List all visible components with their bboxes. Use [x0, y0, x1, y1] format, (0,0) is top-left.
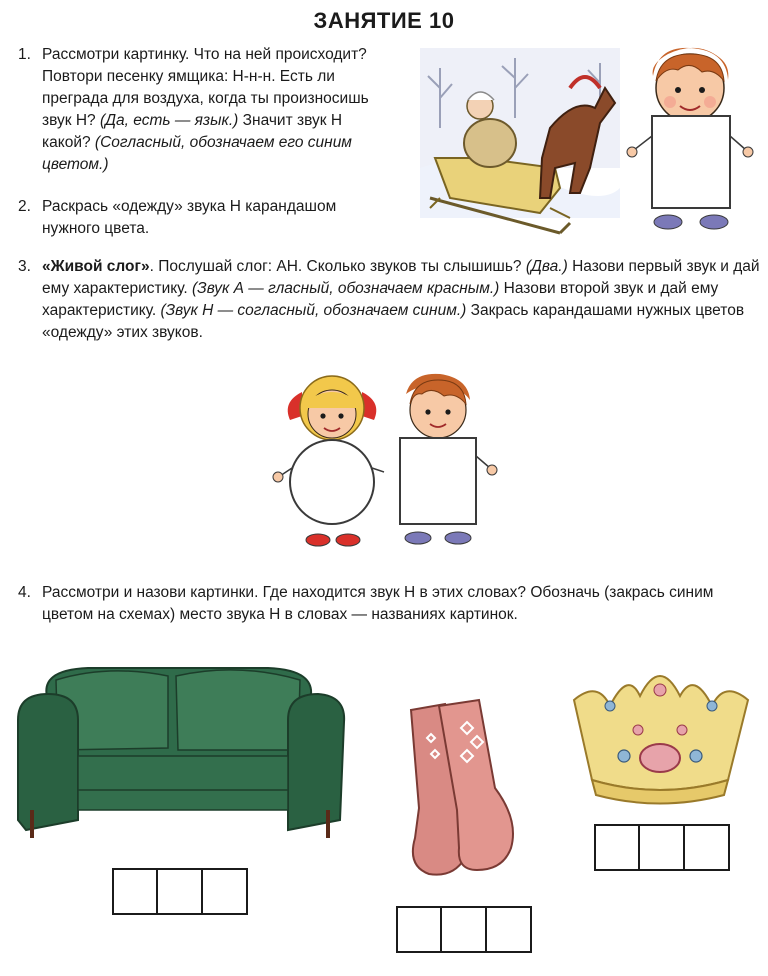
task-heading: «Живой слог» [42, 258, 150, 275]
lesson-title: ЗАНЯТИЕ 10 [313, 8, 455, 33]
task-answer: (Да, есть — язык.) [99, 112, 239, 129]
task-3 [18, 256, 763, 344]
task-number: 1. [18, 46, 31, 63]
sound-cell[interactable] [486, 907, 531, 952]
sock-sound-scheme[interactable] [396, 906, 532, 954]
sound-cell[interactable] [441, 907, 486, 952]
task-text: Рассмотри и назови картинки. Где находится звук Н в этих словах? Обозначь (закрась синим цветом на схемах) место звука Н в словах — названиях картинок. [42, 584, 714, 623]
task-number: 3. [18, 258, 31, 275]
task-text: Закрась карандашами нужных цветов «одежду» этих звуков. [42, 302, 745, 341]
sofa-picture [18, 660, 348, 840]
sound-cell[interactable] [397, 907, 441, 952]
task-text: Назови первый звук и дай ему характеристику. [42, 258, 760, 297]
crown-picture [568, 660, 753, 805]
boy-with-square [628, 46, 758, 236]
task-1 [18, 44, 388, 176]
sound-cell[interactable] [157, 869, 202, 914]
crown-sound-scheme[interactable] [594, 824, 730, 872]
task-text: . Послушай слог: АН. Сколько звуков ты слышишь? [149, 258, 522, 275]
task-answer: (Согласный, обозначаем его синим цветом.) [42, 134, 352, 173]
sound-cell[interactable] [595, 825, 639, 870]
sound-cell[interactable] [684, 825, 729, 870]
sleigh-illustration [420, 48, 620, 218]
task-2 [18, 196, 388, 240]
task-text: Значит звук Н какой? [42, 112, 343, 151]
task-text: Рассмотри картинку. Что на ней происходит? Повтори песенку ямщика: Н-н-н. Есть ли преграда для воздуха, когда ты произносишь звук Н? [42, 46, 369, 129]
girl-and-boy-illustration [272, 372, 502, 552]
sound-cell[interactable] [639, 825, 684, 870]
task-answer: (Два.) [525, 258, 568, 275]
task-number: 2. [18, 198, 31, 215]
task-answer: (Звук Н — согласный, обозначаем синим.) [160, 302, 467, 319]
sofa-sound-scheme[interactable] [112, 868, 248, 916]
task-text: Назови второй звук и дай ему характеристику. [42, 280, 719, 319]
sound-cell[interactable] [113, 869, 157, 914]
sound-cell[interactable] [202, 869, 247, 914]
task-number: 4. [18, 584, 31, 601]
task-text: Раскрась «одежду» звука Н карандашом нужного цвета. [42, 198, 337, 237]
task-answer: (Звук А — гласный, обозначаем красным.) [192, 280, 500, 297]
task-4 [18, 582, 763, 626]
sock-picture [405, 698, 525, 883]
